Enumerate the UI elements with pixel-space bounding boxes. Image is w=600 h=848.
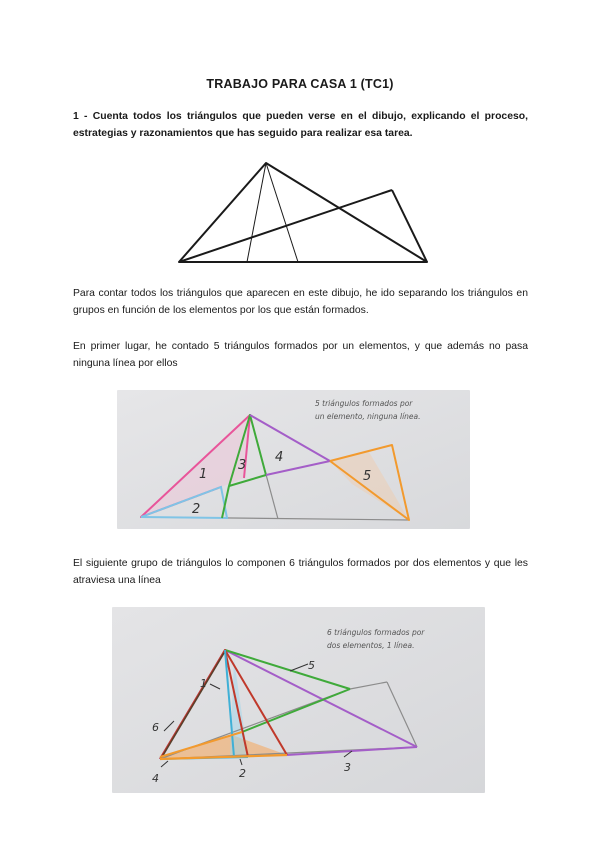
question-text: 1 - Cuenta todos los triángulos que pueden verse en el dibujo, explicando el proceso, estrategias y razonamientos que has seguido para realizar esa tarea. xyxy=(73,111,528,139)
photo-1-label-1: 1 xyxy=(199,467,208,482)
triangle-diagram xyxy=(0,150,600,280)
photo-1-note-line-2: un elemento, ninguna línea. xyxy=(315,412,421,421)
photo-1 xyxy=(117,390,470,529)
paragraph-1: Para contar todos los triángulos que aparecen en este dibujo, he ido separando los triángulos en grupos en función de los elementos por los que están formados. xyxy=(73,288,528,316)
photo-2-note-line-2: dos elementos, 1 línea. xyxy=(327,641,415,650)
paragraph-2: En primer lugar, he contado 5 triángulos formados por un elementos, y que además no pasa ninguna línea por ellos xyxy=(73,341,528,369)
photo-2 xyxy=(112,607,485,793)
page-title: TRABAJO PARA CASA 1 (TC1) xyxy=(206,77,394,91)
diagram-left-cevian xyxy=(247,163,266,262)
photo-1-note-line-1: 5 triángulos formados por xyxy=(315,399,413,408)
photo-2-label-6: 6 xyxy=(152,721,159,734)
paragraph-3: El siguiente grupo de triángulos lo componen 6 triángulos formados por dos elementos y que les atraviesa una línea xyxy=(73,558,528,586)
photo-2-label-5: 5 xyxy=(308,659,315,672)
photo-2-label-1: 1 xyxy=(200,677,207,690)
diagram-big-triangle xyxy=(179,163,427,262)
photo-2-label-3: 3 xyxy=(344,761,351,774)
photo-1-label-2: 2 xyxy=(192,502,201,517)
photo-1-label-5: 5 xyxy=(363,469,372,484)
photo-1-label-4: 4 xyxy=(275,450,284,465)
photo-2-label-4: 4 xyxy=(152,772,159,785)
photo-1-label-3: 3 xyxy=(238,458,247,473)
diagram-right-cevian xyxy=(266,163,298,262)
photo-2-note-line-1: 6 triángulos formados por xyxy=(327,628,425,637)
photo-2-label-2: 2 xyxy=(239,767,246,780)
